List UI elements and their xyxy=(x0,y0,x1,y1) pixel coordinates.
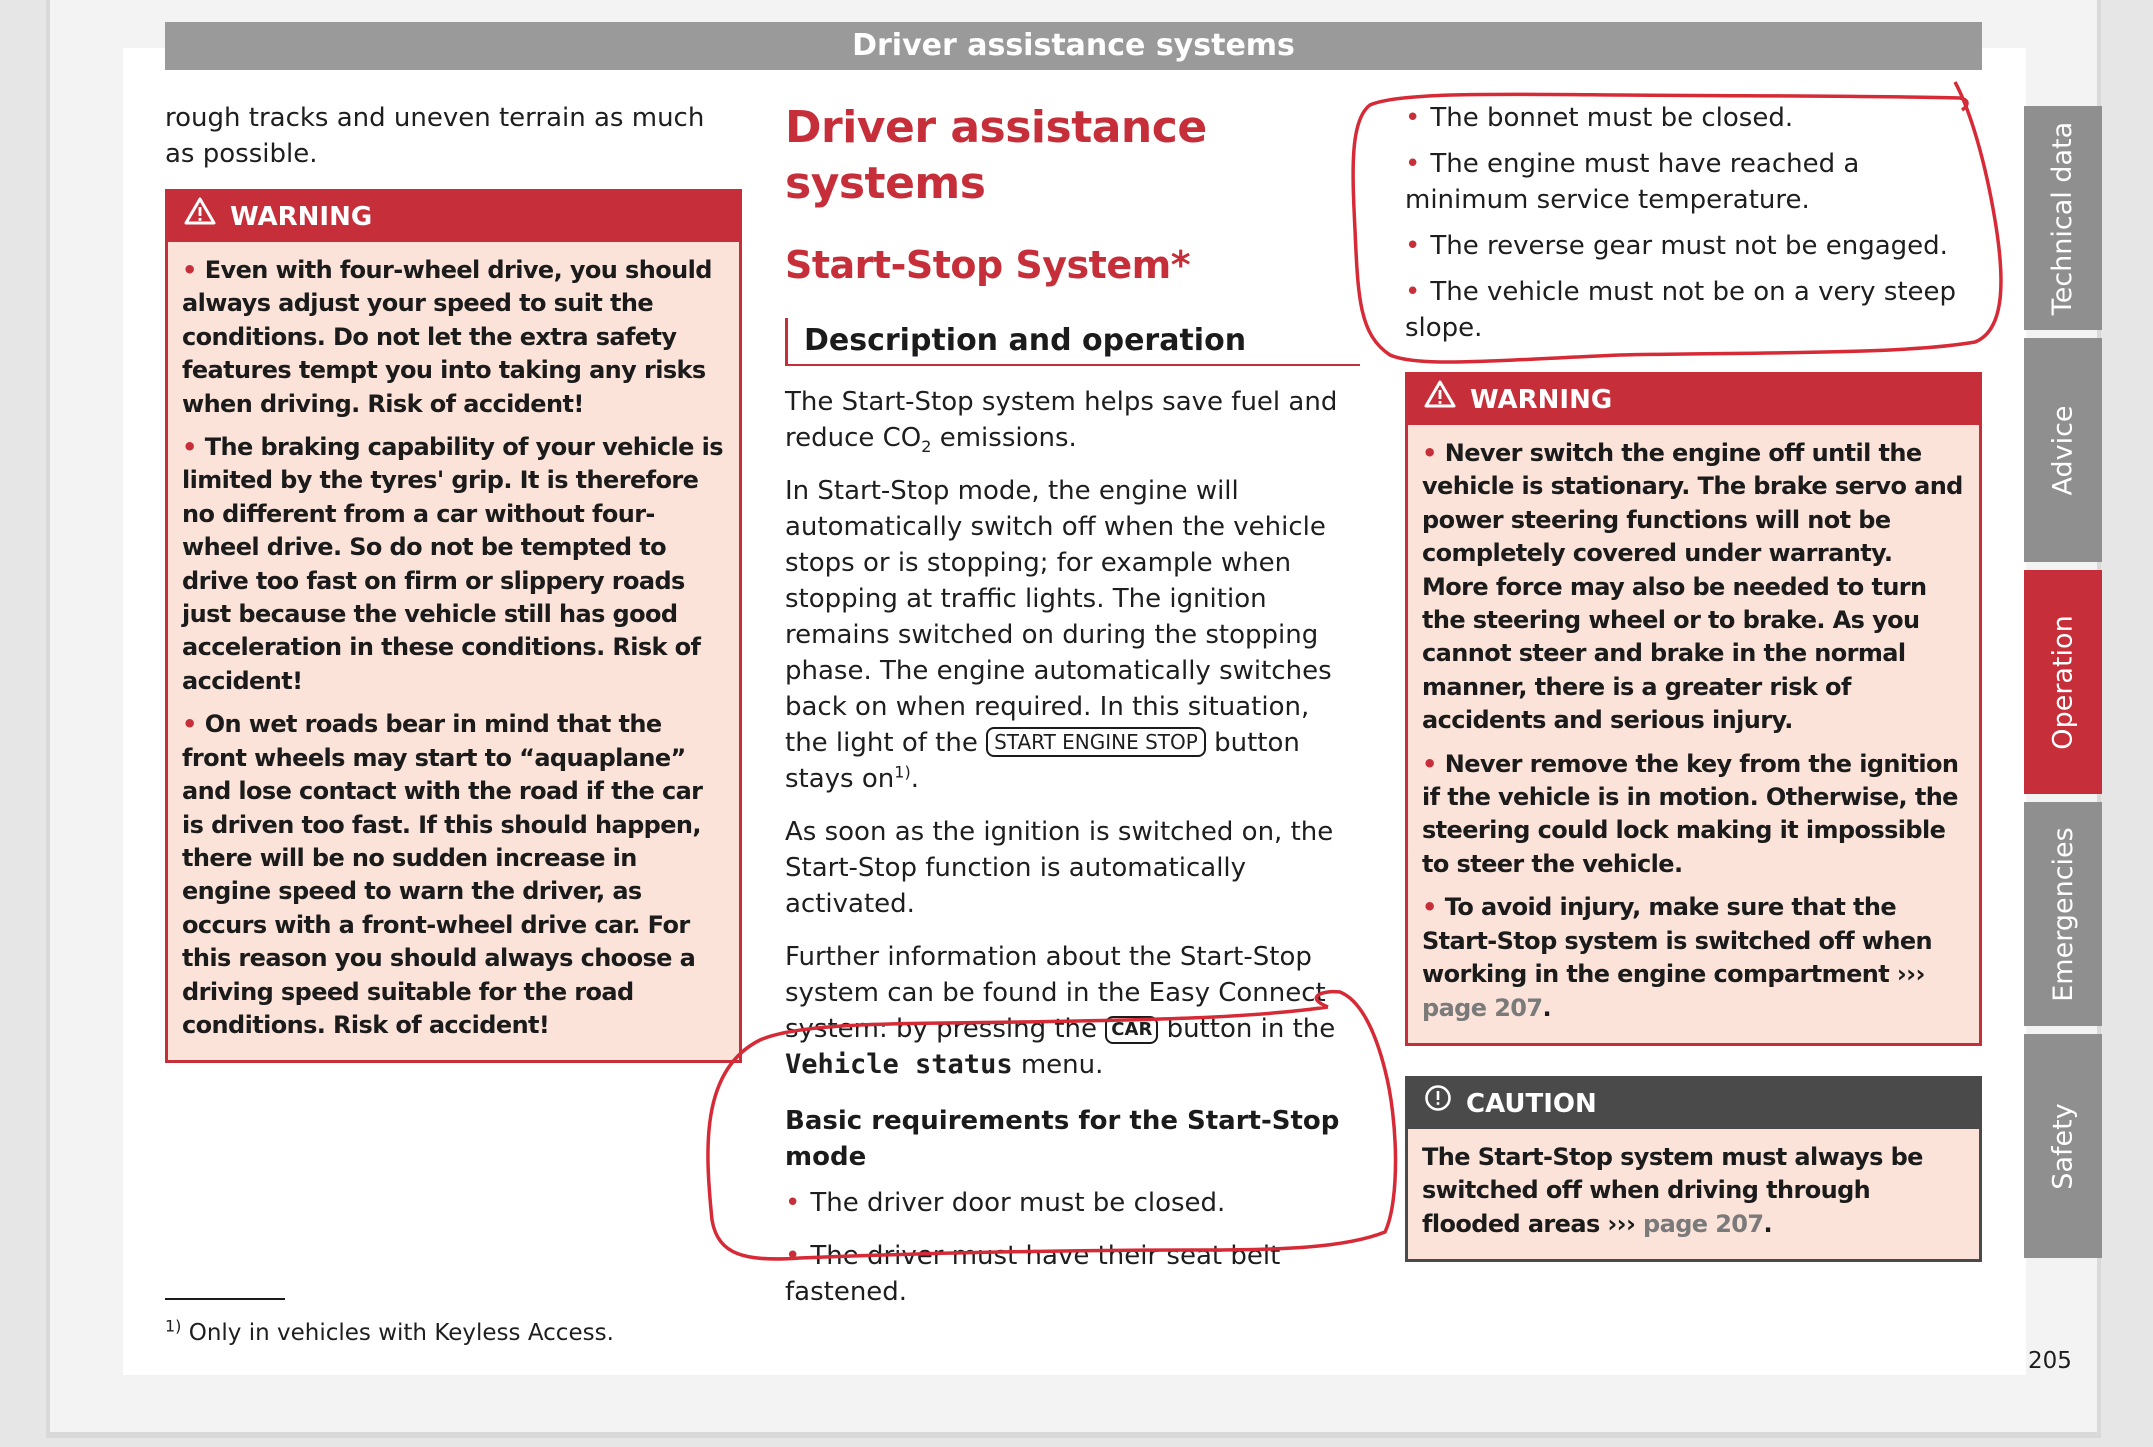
tab-label: Advice xyxy=(2047,404,2079,496)
warning-item xyxy=(182,708,725,1042)
text-run: . xyxy=(1763,1209,1773,1238)
warning-box-left xyxy=(165,189,742,1063)
warning-item xyxy=(1422,891,1965,1025)
bullet-icon: • xyxy=(785,1241,801,1271)
requirement-text: The driver must have their seat belt fastened. xyxy=(785,1241,1281,1307)
warning-item xyxy=(1422,437,1965,738)
requirement-item xyxy=(785,1185,1360,1221)
requirement-item xyxy=(785,1238,1360,1310)
tab-label: Technical data xyxy=(2047,121,2079,315)
caution-text xyxy=(1422,1141,1965,1241)
page-number: 205 xyxy=(2028,1348,2072,1374)
tab-technical-data[interactable] xyxy=(2024,106,2102,330)
text-run: Further information about the Start-Stop system can be found in the Easy Connect system: by pressing the xyxy=(785,942,1326,1044)
text-run: emissions. xyxy=(931,423,1077,453)
warning-item-text: Even with four-wheel drive, you should always adjust your speed to suit the conditions. Do not let the extra safety features tempt you into taking any risks when driving. Risk of accident! xyxy=(182,256,712,418)
bullet-icon: • xyxy=(182,433,197,462)
page-ref-arrows: ››› xyxy=(1896,960,1925,989)
warning-box-right xyxy=(1405,372,1982,1046)
requirement-item xyxy=(1405,228,1982,264)
menu-name: Vehicle status xyxy=(785,1049,1013,1080)
tab-advice[interactable] xyxy=(2024,338,2102,562)
page-reference-link[interactable]: page 207 xyxy=(1422,993,1543,1022)
warning-item-text: On wet roads bear in mind that the front wheels may start to “aquaplane” and lose contact with the road if the car is driven too fast. If this should happen, there will be no sudden increase in engine speed to warn the driver, as occurs with a front-wheel drive car. For this reason you should always choose a driving speed suitable for the road conditions. Risk of accident! xyxy=(182,710,703,1039)
warning-item-text: Never switch the engine off until the vehicle is stationary. The brake servo and power steering functions will not be completely covered under warranty. More force may also be needed to turn the steering wheel or to brake. As you cannot steer and brake in the normal manner, there is a greater risk of accidents and serious injury. xyxy=(1422,439,1963,735)
left-column xyxy=(165,100,742,1063)
warning-item-text: To avoid injury, make sure that the Start-Stop system is switched off when working in the engine compartment xyxy=(1422,893,1933,989)
bullet-icon: • xyxy=(1422,893,1437,922)
caution-text-run: The Start-Stop system must always be switched off when driving through flooded areas xyxy=(1422,1142,1923,1238)
right-column xyxy=(1405,100,1982,1262)
caution-header xyxy=(1408,1079,1979,1129)
caution-icon xyxy=(1424,1079,1452,1129)
warning-header xyxy=(1408,375,1979,425)
subsection-heading-wrapper xyxy=(785,318,1360,366)
caution-label: CAUTION xyxy=(1466,1088,1597,1119)
car-button-symbol: CAR xyxy=(1105,1016,1158,1044)
tab-operation[interactable] xyxy=(2024,570,2102,794)
requirement-text: The bonnet must be closed. xyxy=(1430,103,1794,133)
requirement-text: The engine must have reached a minimum service temperature. xyxy=(1405,149,1860,215)
warning-item-text: Never remove the key from the ignition if the vehicle is in motion. Otherwise, the steering could lock making it impossible to steer the vehicle. xyxy=(1422,749,1959,878)
caution-body xyxy=(1408,1129,1979,1259)
warning-label: WARNING xyxy=(1470,385,1613,415)
start-engine-stop-button-symbol: START ENGINE STOP xyxy=(986,727,1206,757)
page-ref-arrows: ››› xyxy=(1607,1209,1636,1238)
bullet-icon: • xyxy=(1405,231,1421,261)
footnote-mark: 1) xyxy=(165,1316,182,1336)
bullet-icon: • xyxy=(1422,439,1437,467)
text-run: In Start-Stop mode, the engine will automatically switch off when the vehicle stops or is stopping; for example when stopping at traffic lights. The ignition remains switched on during the stopping phase. The engine automatically switches back on when required. In this situation, the light of the xyxy=(785,476,1332,758)
tab-label: Operation xyxy=(2047,614,2079,750)
warning-item xyxy=(1422,748,1965,882)
warning-body xyxy=(1408,425,1979,1043)
bullet-icon: • xyxy=(182,710,197,739)
text-run: The Start-Stop system helps save fuel and reduce CO xyxy=(785,387,1338,453)
bullet-icon: • xyxy=(785,1188,801,1218)
middle-column xyxy=(785,100,1360,1327)
warning-header xyxy=(168,192,739,242)
requirements-heading: Basic requirements for the Start-Stop mode xyxy=(785,1106,1340,1172)
paragraph-start-stop-mode xyxy=(785,473,1360,797)
bullet-icon: • xyxy=(1405,149,1421,179)
bullet-icon: • xyxy=(1422,749,1437,778)
warning-label: WARNING xyxy=(230,202,373,232)
requirement-item xyxy=(1405,146,1982,218)
tab-emergencies[interactable] xyxy=(2024,802,2102,1026)
subscript: 2 xyxy=(921,437,932,457)
text-run: . xyxy=(910,764,919,794)
text-run: button stays on xyxy=(785,728,1300,794)
requirement-text: The reverse gear must not be engaged. xyxy=(1430,231,1948,261)
footnote xyxy=(165,1316,614,1346)
footnote-rule xyxy=(165,1298,285,1300)
warning-item-text: The braking capability of your vehicle is limited by the tyres' grip. It is therefore no different from a car without four-wheel drive. So do not be tempted to drive too fast on firm or slippery roads just because the vehicle still has good acceleration in these conditions. Risk of accident! xyxy=(182,433,723,695)
tab-label: Safety xyxy=(2047,1102,2079,1190)
text-run: button in the xyxy=(1158,1014,1336,1044)
paragraph-co2 xyxy=(785,384,1360,456)
page-reference-link[interactable]: page 207 xyxy=(1635,1209,1764,1238)
paragraph-easy-connect xyxy=(785,939,1360,1083)
requirement-text: The vehicle must not be on a very steep slope. xyxy=(1405,277,1957,343)
paragraph-ignition: As soon as the ignition is switched on, the Start-Stop function is automatically activated. xyxy=(785,817,1334,919)
requirement-item xyxy=(1405,274,1982,346)
footnote-reference: 1) xyxy=(894,762,911,782)
warning-triangle-icon xyxy=(1424,375,1456,425)
text-run: . xyxy=(1542,993,1552,1022)
bullet-icon: • xyxy=(1405,103,1421,133)
requirement-item xyxy=(1405,100,1982,136)
subsection-heading: Description and operation xyxy=(804,323,1247,358)
caution-box xyxy=(1405,1076,1982,1262)
tab-label: Emergencies xyxy=(2047,826,2079,1002)
bullet-icon: • xyxy=(182,256,197,284)
warning-triangle-icon xyxy=(184,192,216,242)
running-header: Driver assistance systems xyxy=(165,22,1982,70)
intro-text: rough tracks and uneven terrain as much as possible. xyxy=(165,103,705,169)
warning-item xyxy=(182,431,725,698)
bullet-icon: • xyxy=(1405,277,1421,307)
requirement-text: The driver door must be closed. xyxy=(810,1188,1226,1218)
chapter-title: Driver assistance systems xyxy=(785,102,1207,209)
warning-body xyxy=(168,242,739,1060)
tab-safety[interactable] xyxy=(2024,1034,2102,1258)
warning-item xyxy=(182,254,725,421)
section-title: Start-Stop System* xyxy=(785,243,1191,287)
text-run: menu. xyxy=(1012,1050,1104,1080)
footnote-text: Only in vehicles with Keyless Access. xyxy=(181,1320,614,1346)
